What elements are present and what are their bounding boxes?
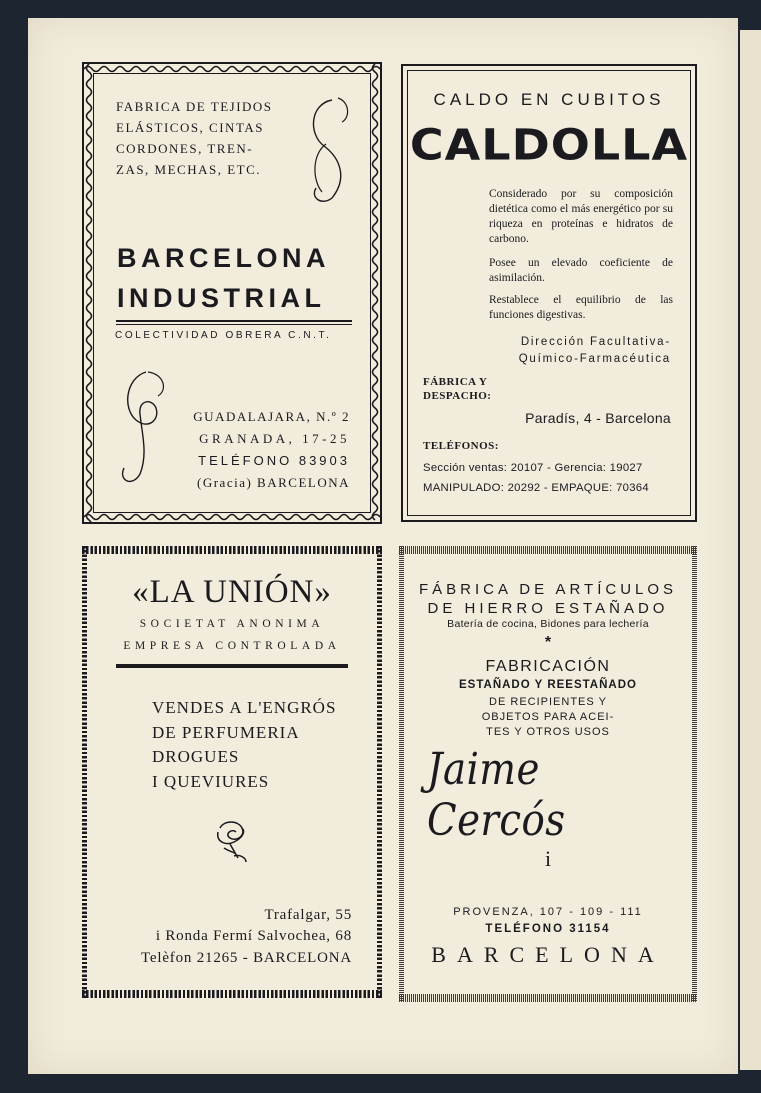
goods-line: VENDES A L'ENGRÓS <box>152 698 337 717</box>
hatched-border-top <box>399 546 697 554</box>
address-line: i Ronda Fermí Salvochea, 68 <box>155 928 352 944</box>
product-line: ELÁSTICOS, CINTAS <box>116 120 264 135</box>
beaded-border-bottom <box>82 990 382 998</box>
factory-heading: FÁBRICA DE ARTÍCULOS <box>418 581 678 598</box>
beaded-border-left <box>82 546 87 998</box>
goods-list <box>152 696 336 794</box>
company-type: SOCIETAT ANONIMA <box>139 618 325 630</box>
phones-label: TELÉFONOS: <box>423 440 499 452</box>
city-line: (Gracia) BARCELONA <box>197 475 350 490</box>
product-tagline: CALDO EN CUBITOS <box>433 90 665 109</box>
fabrication-heading: FABRICACIÓN <box>485 658 611 675</box>
factory-address: Paradís, 4 - Barcelona <box>525 410 671 426</box>
brand-name: CALDOLLA <box>409 120 689 170</box>
double-rule-thin <box>116 324 352 325</box>
description-paragraph: Restablece el equilibrio de las funciones digestivas. <box>489 294 673 321</box>
divider-rule <box>116 664 348 668</box>
ornamental-mark: i <box>544 846 552 871</box>
phone-line: TELÉFONO 83903 <box>198 453 350 468</box>
phone-line: Sección ventas: 20107 - Gerencia: 19027 <box>423 462 643 474</box>
product-line: CORDONES, TREN- <box>116 141 254 156</box>
product-list <box>116 96 273 180</box>
wavy-border-right <box>371 64 379 522</box>
product-range: Batería de cocina, Bidones para lechería <box>447 618 649 630</box>
direction-line: Químico-Farmacéutica <box>518 353 671 365</box>
factory-label: DESPACHO: <box>423 390 492 402</box>
ad-barcelona-industrial <box>82 62 382 524</box>
goods-line: DE PERFUMERIA <box>152 722 300 742</box>
description-line: DE RECIPIENTES Y <box>489 696 607 708</box>
direction-line: Dirección Facultativa- <box>520 336 671 348</box>
ad-jaime-cercos <box>399 546 697 1002</box>
signature-name: Jaime Cercós <box>427 744 566 846</box>
goods-line: DROGUES <box>152 747 240 766</box>
wavy-border-top <box>84 65 380 73</box>
rose-icon <box>212 818 252 864</box>
factory-label: FÁBRICA Y <box>423 376 488 388</box>
factory-heading: DE HIERRO ESTAÑADO <box>427 600 669 617</box>
wavy-border-bottom <box>84 513 380 521</box>
company-name: «LA UNIÓN» <box>132 574 332 610</box>
phone-number: TELÉFONO 31154 <box>485 923 611 935</box>
ad-la-union <box>82 546 382 998</box>
double-rule <box>116 320 352 322</box>
description-line: TES Y OTROS USOS <box>486 726 610 738</box>
phone-line: MANIPULADO: 20292 - EMPAQUE: 70364 <box>423 482 649 494</box>
star-ornament: * <box>544 634 552 651</box>
goods-line: I QUEVIURES <box>152 771 270 791</box>
beaded-border-right <box>377 546 382 998</box>
product-line: ZAS, MECHAS, ETC. <box>116 162 262 177</box>
street-address: PROVENZA, 107 - 109 - 111 <box>453 906 643 918</box>
ad-caldolla <box>401 64 697 522</box>
city-name: BARCELONA <box>431 942 665 967</box>
monogram-s-ornament <box>302 94 352 206</box>
description-line: OBJETOS PARA ACEI- <box>481 711 615 723</box>
address-line: GUADALAJARA, N.º 2 <box>193 409 350 424</box>
adjacent-page-edge <box>740 30 761 1070</box>
description-paragraph: Considerado por su composición dietética como el más energético por su riqueza en proteínas e hidratos de carbono. <box>489 188 673 245</box>
collective-label: COLECTIVIDAD OBRERA C.N.T. <box>115 330 332 341</box>
beaded-border-top <box>82 546 382 554</box>
company-name-line1: BARCELONA <box>117 243 330 273</box>
company-name-line2: INDUSTRIAL <box>117 283 326 313</box>
address-line: Trafalgar, 55 <box>264 907 352 923</box>
description-paragraph: Posee un elevado coeficiente de asimilación. <box>489 257 673 284</box>
product-line: FABRICA DE TEJIDOS <box>116 99 273 114</box>
process-label: ESTAÑADO Y REESTAÑADO <box>459 679 637 691</box>
monogram-g-ornament <box>114 364 170 494</box>
hatched-border-bottom <box>399 994 697 1002</box>
company-status: EMPRESA CONTROLADA <box>123 640 341 652</box>
address-line: GRANADA, 17-25 <box>199 431 350 446</box>
phone-line: Telèfon 21265 - BARCELONA <box>140 950 352 966</box>
wavy-border-left <box>85 64 93 522</box>
